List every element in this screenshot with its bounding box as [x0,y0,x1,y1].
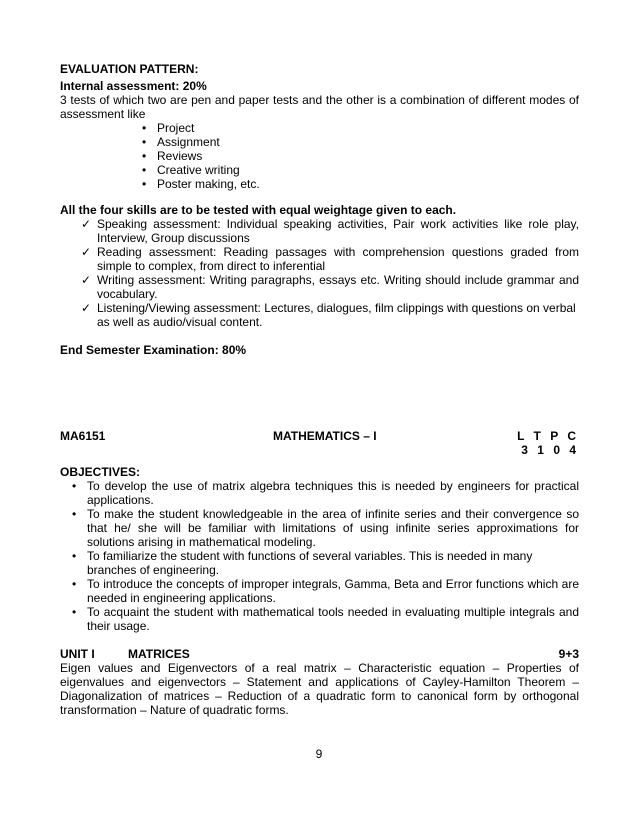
unit-name: MATRICES [128,647,190,661]
objectives-heading: OBJECTIVES: [60,465,141,479]
page-content [60,62,579,717]
list-item: ✓ Speaking assessment: Individual speaking activities, Pair work activities like role play, Interview, Group discussions [81,217,579,245]
internal-assessment-text: 3 tests of which two are pen and paper tests and the other is a combination of different modes of assessment like [60,93,579,121]
list-item: • Project [142,121,195,135]
list-item: • To make the student knowledgeable in the area of infinite series and their convergence so that he/ she will be familiar with limitations of using infinite series approximations for solutions arising in mathematical modeling. [72,507,579,549]
objectives-list [60,479,579,633]
bullet-icon: • [72,479,77,493]
unit-header [60,647,579,661]
bullet-icon: • [142,163,147,177]
ltpc-values: 3 1 0 4 [521,443,579,457]
checkmark-icon: ✓ [81,217,92,231]
bullet-icon: • [72,549,77,563]
bullet-icon: • [142,149,147,163]
skills-list [60,217,579,329]
unit-number: UNIT I [60,647,95,661]
list-item: • To acquaint the student with mathematical tools needed in evaluating multiple integrals and their usage. [72,605,579,633]
ltpc-header: L T P C [517,429,579,443]
list-item: ✓ Listening/Viewing assessment: Lectures, dialogues, film clippings with questions on verbal as well as audio/visual content. [81,301,576,329]
unit-hours: 9+3 [558,647,579,661]
ltpc-block [517,429,579,457]
bullet-icon: • [142,121,147,135]
bullet-icon: • [72,577,77,591]
list-item: ✓ Writing assessment: Writing paragraphs, essays etc. Writing should include grammar and vocabulary. [81,273,579,301]
list-item: • To develop the use of matrix algebra techniques this is needed by engineers for practical applications. [72,479,579,507]
unit-syllabus-text: Eigen values and Eigenvectors of a real matrix – Characteristic equation – Properties of eigenvalues and eigenvectors – Statement and applications of Cayley-Hamilton Theorem – Diagonalization of matrices – Reduction of a quadratic form to canonical form by orthogonal transformation – Nature of quadratic forms. [60,661,579,717]
end-semester-heading: End Semester Examination: 80% [60,343,247,357]
bullet-icon: • [72,507,77,521]
assessment-modes-list [60,121,579,191]
page-number: 9 [315,747,323,761]
checkmark-icon: ✓ [81,273,92,287]
course-code: MA6151 [60,429,106,443]
list-item: • Assignment [142,135,220,149]
evaluation-heading: EVALUATION PATTERN: [60,62,199,76]
list-item: • To introduce the concepts of improper integrals, Gamma, Beta and Error functions which are needed in engineering applications. [72,577,579,605]
list-item: • To familiarize the student with functions of several variables. This is needed in many branches of engineering. [72,549,533,577]
checkmark-icon: ✓ [81,301,92,315]
internal-assessment-heading: Internal assessment: 20% [60,79,207,93]
bullet-icon: • [142,135,147,149]
list-item: ✓ Reading assessment: Reading passages with comprehension questions graded from simple to complex, from direct to inferential [81,245,579,273]
course-header [60,429,579,457]
bullet-icon: • [72,605,77,619]
checkmark-icon: ✓ [81,245,92,259]
list-item: • Reviews [142,149,203,163]
course-title: MATHEMATICS – I [273,429,377,443]
list-item: • Creative writing [142,163,240,177]
list-item: • Poster making, etc. [142,177,260,191]
skills-heading: All the four skills are to be tested with equal weightage given to each. [60,203,457,217]
bullet-icon: • [142,177,147,191]
